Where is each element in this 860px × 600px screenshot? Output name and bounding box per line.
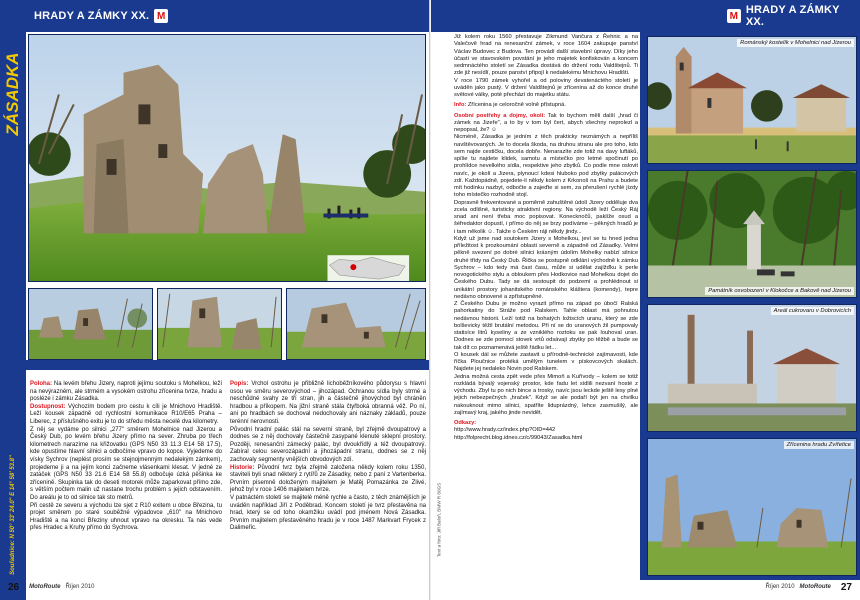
footer-date-left: Říjen 2010 [65, 584, 95, 590]
photo-kostelik [647, 36, 857, 164]
paragraph: V patnáctém století se majitelé méně rychle a často, z těch známějších je uváděn například Jiří z Poděbrad. Koncem století je tvrz přestavěna na hrad, který se od toho okamžiku uvádí pod jménem Nová Zásadka. Prvním majitelem přestavěného hradu je v roce 1487 Markvart Frycek z Dalimeřic. [230, 494, 426, 532]
photo-credits: Text a foto: Jiří Baloň, BMW R 80GS [436, 482, 442, 558]
paragraph: Z něj se vydáme po silnici „277" směrem Mohelnice nad Jizerou a Český Dub, po levém břehu Jizery přímo na sever. Zhruba po třech kilometrech narazíme na křižovatku (GPS N50 33 11.3 E14 58 17.5), kde opustíme hlavní silnici a odbočíme vpravo do kopce. Vyjedeme do vísky Sychrov (neplést prosím se stejnojmenným nedalekým zámkem), projedeme ji a na jejím konci začneme vlásenkami klesat. V jedné ze zatáček (GPS N50 33 21.6 E14 58 55.8) odbočuje úzká pěšinka ke zřícenině. Skupinka tak do deseti motorek může zaparkovat přímo zde, s větším počtem malin už nastane trochu problém s jejich odstavením. Do areálu je to od silnice tak sto metrů. [30, 426, 222, 501]
right-title-row [722, 6, 860, 26]
main-ruin-photo [28, 34, 426, 282]
paragraph: Původní hradní palác stál na severní straně, byl zřejmě dvoupatrový a dodnes se z něj dochovaly částečně zasypané klenuté sklepní prostory. Později, renesanční zámecký palác, byl dvoukřídlý a též dvoupatrový. Zabíral celou severozápadní a jihozápadní stranu, dodnes se z něj zachovaly segmenty vnějších obvodových zdí. [230, 426, 426, 463]
paragraph: Popis: Vrchol ostrohu je přibližně lichoběžníkového půdorysu s hlavní osou ve směru severovýchod – jihozápad. Ochranou sídla byly strmé a neschůdné svahy ze tří stran, jih a částečně jihovýchod byl chráněn hradbou a příkopem. Na jižní straně stála čtyřboká obranná věž. Po ní, ani po hradbách se dochoval nedochovaly ani náznaky základů, pouze terénní nerovnosti. [230, 381, 426, 425]
paragraph: O kousek dál se můžete zastavit u přírodně-technické zajímavosti, kde říčka Ploučnice protéká umělým tunelem v pískovcových skalách. Najdete jej nedaleko Novin pod Ralskem. [454, 351, 638, 373]
paragraph: Dostupnost: Výchozím bodem pro cestu k cíli je Mnichovo Hradiště. Leží kousek západně od rychlostní komunikace R10/E65 Praha – Liberec, z příslušného exitu je to do středu města necelé dva kilometry. [30, 403, 222, 425]
page-number-right: 27 [840, 581, 852, 593]
magazine-logo-icon: M [154, 9, 168, 23]
paragraph: Jedna možná cesta zpět vede přes Mimoň a Kuřívody – kolem se totiž rozkládá bývalý vojenský prostor, kde řadu let sídlili nezvaní hosté z východu. Zbyl tu po nich bince a trosky, navíc jsou leckde ještě lesy plné jejich nebezpečných „hraček". Když se ale podaří být jen na chvilku nakouknout mimo silnici, spatříte liduprázdný, lehce zasmušilý, ale zajímavý kraj, jakého jinde nevidět. [454, 373, 638, 416]
paragraph: Historie: Původní tvrz byla zřejmě založena někdy kolem roku 1350, staviteli byli snad některý z rytířů ze Zásadky, nebo z paní z Vartenberka. Prvním písemně doloženým majitelem je Matěj Pomazánka ze Zlivé, jehož byl v roce 1406 majitelem tvrze. [230, 464, 426, 494]
magazine-logo-icon: M [727, 9, 741, 23]
left-bottom-bar [26, 360, 429, 370]
caption-zvirotice: Zřícenina hradu Zvířetice [784, 441, 854, 449]
ruin-photo-small-2 [157, 288, 282, 360]
footer-right [766, 580, 852, 594]
text-column-1 [30, 381, 222, 533]
paragraph: Odkazy: [454, 420, 477, 426]
photo-pomnicek [647, 170, 857, 298]
caption-kostelik: Románský kostelík v Mohelnici nad Jizerou [737, 39, 854, 47]
paragraph: V roce 1790 zámek vyhořel a od poloviny devatenáctého století je uváděn jako pustý. V držení Valdštejnů je zřícenina až do konce druhé světové války, poté přechází do majetku státu. [454, 77, 638, 98]
footer-left [8, 580, 94, 594]
left-title-row [34, 6, 173, 26]
page-gutter [429, 0, 431, 600]
text-column-3 [454, 34, 638, 442]
paragraph: Již kolem roku 1560 přestavuje Zikmund Vančura z Řehnic a na Valečově hrad na renesanční zámek, v roce 1604 zakupuje panství Václav Budovec z Budova. Ten provádí další stavební úpravy. Díky jeho účasti ve stavovském povstání je jeho majetek konfiskován a koncem sedmnáctého století se Zásadka dostává do držení rodu Valdštejnů. Ti zde již nesídlí, pouze panství připojí k nedalekému Mnichovu Hradišti. [454, 34, 638, 77]
footer-date-right: Říjen 2010 [765, 584, 795, 590]
footer-magazine-right: MotoRoute [799, 584, 831, 590]
text-column-2 [230, 381, 426, 533]
photo-zvirotice [647, 438, 857, 576]
right-section-title: HRADY A ZÁMKY XX. [745, 4, 840, 28]
caption-pomnicek: Památník osvobození v Klokočce a Bakově nad Jizerou [705, 287, 854, 295]
ruin-photo-small-1 [28, 288, 153, 360]
paragraph: Dopravně frekventované a poměrně zahuštěné údolí Jizery odděluje dva zcela odlišné, turisticky atraktivní regiony. Na východě leží Český Ráj snad ani není třeba moc popisovat. Konecknočů, paklíže osud a šéfredaktor dopustí, i přímo do něj se brzy podíváme – pěkných hradů je i tam několik ☺. Takže o Českém ráji někdy jindy... [454, 199, 638, 235]
link-1[interactable]: http://www.hrady.cz/index.php?OID=442 [454, 427, 556, 434]
paragraph: Osobní postřehy a dojmy, okolí: Tak to bychom měli další „hrad či zámek na Jizeře", a to by v tom byl čert, abych všechny neprolezl a nepopsal, že? ☺ [454, 112, 638, 133]
left-section-title: HRADY A ZÁMKY XX. [34, 10, 150, 22]
photo-cukrovar [647, 304, 857, 432]
paragraph: Z Českého Dubu je možno vyrazit přímo na západ po úbočí Ralská pahorkatiny do Stráže pod Ralskem. Tahle oblast má pohnutou nedávnou historii. Leží totiž na bohatých ložiscích uranu, který se zde bolševicky těžil brutální metodou. Při ní se do uranových žil pumpovaly statisíce litrů kyseliny a ze vzniklého roztoku se pak louhoval uran. Dodnes se zde pomocí stovek vrtů odsávají zbytky po těžbě a bude se tak dít co poznamenává ještě řádku let... [454, 301, 638, 351]
article-vertical-title: ZÁSADKA [3, 52, 22, 136]
page-number-left: 26 [8, 581, 20, 593]
caption-cukrovar: Areál cukrovaru v Dobrovicích [771, 307, 854, 315]
paragraph: Info: Zřícenina je celoročně volně přístupná. [454, 102, 566, 109]
paragraph: Nicméně, Zásadka je jedním z těch prakticky neznámých a nepříliš navštěvovaných. Je to docela škoda, na druhou stranu ale pro toho, kdo sem najde cestičku, docela dobře. Nenarazíte zde totiž na davy luftáků, spíše tu najdete klidek, samotu a místečko pro letmé spočinutí po prohlídce nevelkého sídla, respektive jeho zbytků. Co podle mne oslovit navíc, je okolí a Jizera, plynoucí kdesi hluboko pod zbytky palácových zdí. Každopádně, pojedete-li někdy kolem z Krkonoš na Prahu a budete mít hodinku nazbyt, odbočte a zajeďte si sem, za přerušení rychlé jízdy toho místečko rozhodně stojí. [454, 134, 638, 199]
footer-magazine-left: MotoRoute [29, 584, 61, 590]
gps-coordinates: Souřadnice: N 50° 33' 24.0" E 14° 58' 53.8" [10, 455, 16, 575]
paragraph: Při cestě ze severu a východu lze sjet z R10 exitem u obce Březina, tu projet směrem po staré souběžné výpadovce „610" na Mnichovo Hradiště a na konci Březiny uhnout vpravo na okresku. Ta nás vede přes Hradec a Kruhy přímo do Sychrova. [30, 502, 222, 532]
link-2[interactable]: http://folprecht.blog.idnes.cz/c/99043/Zasadka.html [454, 434, 583, 441]
paragraph: Když už jsme nad soutokem Jizery s Mohelkou, jeví se tu hned jedna příležitost k prozkoumání oblasti severně a západně od Zásadky. Velmi pěkně svezení po dobré silnici krásným údolím Mohelky nabízí silnice druhé třídy na Český Dub. Řička se postupně odklání východně k zámku Sychrov – kdo tedy má čast času, může si udělat zajížďku k perle novogotického stylu a obloukem přes Hodkovice nad Mohelkou dojet do Českého Dubu. Tady se dá sestoupit do podzemí a prohlédnout si unikátní prostory johanitského románského kláštera (komendy), tepre nedávno obnovené a zpřístupněné. [454, 235, 638, 300]
ruin-photo-small-3 [286, 288, 426, 360]
paragraph: Poloha: Na levém břehu Jizery, naproti jejímu soutoku s Mohelkou, leží na nevýrazném, ale strmém a vysokém ostrohu zřícenina tvrze, hradu a posléze i zámku Zásadka. [30, 381, 222, 403]
